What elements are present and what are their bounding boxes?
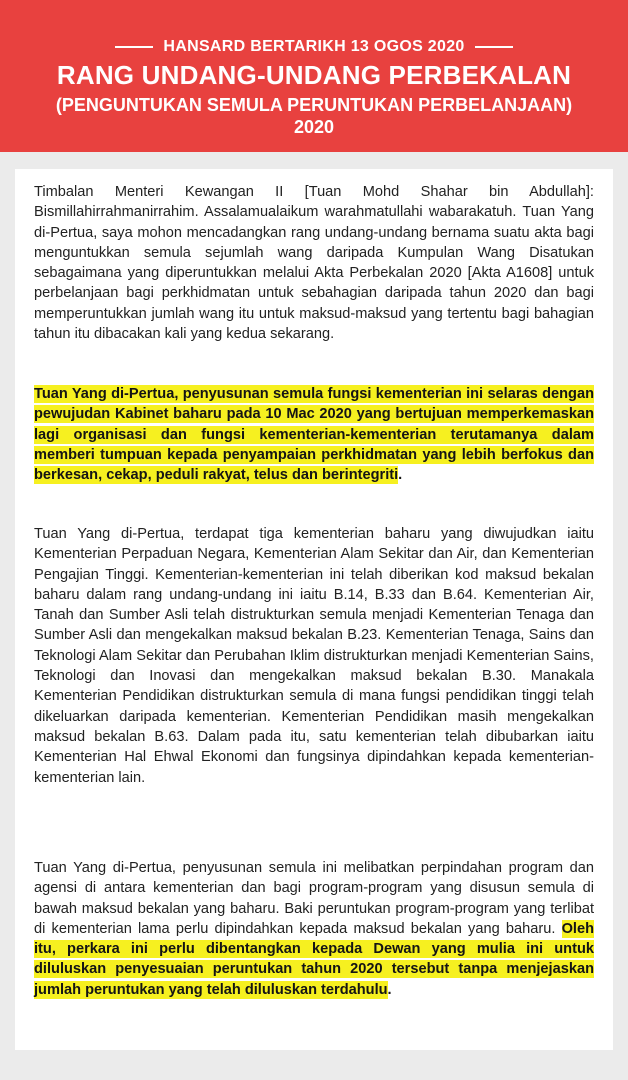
highlighted-text: Tuan Yang di-Pertua, penyusunan semula fungsi kementerian ini selaras dengan pewujudan Kabinet baharu pada 10 Mac 2020 yang bertujuan memperkemaskan lagi organisasi dan fungsi kementerian-kementerian terutamanya dalam memberi tumpuan kepada penyampaian perkhidmatan yang lebih berfokus dan berkesan, cekap, peduli rakyat, telus dan berintegriti — [34, 386, 594, 484]
title-line-2: (PENGUNTUKAN SEMULA PERUNTUKAN PERBELANJAAN) — [55, 95, 573, 115]
highlighted-text: Oleh itu, perkara ini perlu dibentangkan kepada Dewan yang mulia ini untuk diluluskan penyesuaian peruntukan tahun 2020 tersebut tanpa menjejaskan jumlah peruntukan yang telah diluluskan terdahulu — [34, 920, 594, 998]
paragraph-4 — [34, 858, 594, 1000]
paragraph-1: Timbalan Menteri Kewangan II [Tuan Mohd Shahar bin Abdullah]: Bismillahirrahmanirrahim. Assalamualaikum warahmatullahi wabarakatuh. Tuan Yang di-Pertua, saya mohon mencadangkan rang undang-undang bernama suatu akta bagi menguntukkan semula sejumlah wang daripada Kumpulan Wang Disatukan sebagaimana yang diperuntukkan melalui Akta Perbekalan 2020 [Akta A1608] untuk perbelanjaan bagi perkhidmatan untuk sebahagian daripada tahun 2020 dan bagi memperuntukkan jumlah wang itu untuk maksud-maksud yang tertentu bagi bahagian tahun itu dibacakan kali yang kedua sekarang. — [34, 184, 594, 343]
page-title-subline — [0, 94, 628, 138]
paragraph-2 — [34, 384, 594, 485]
header-banner — [0, 0, 628, 152]
page-title: RANG UNDANG-UNDANG PERBEKALAN — [56, 60, 572, 90]
right-rule — [475, 46, 513, 48]
paragraph-3: Tuan Yang di-Pertua, terdapat tiga kementerian baharu yang diwujudkan iaitu Kementerian Perpaduan Negara, Kementerian Alam Sekitar dan Air, dan Kementerian Pengajian Tinggi. Kementerian-kementerian ini telah diberikan kod maksud bekalan baharu dalam rang undang-undang ini iaitu B.14, B.33 dan B.64. Kementerian Air, Tanah dan Sumber Asli telah distrukturkan semula menjadi Kementerian Tenaga dan Sumber Asli dan mengekalkan maksud bekalan B.23. Kementerian Tenaga, Sains dan Teknologi Alam Sekitar dan Perubahan Iklim distrukturkan menjadi Kementerian Sains, Teknologi dan Inovasi dan mengekalkan maksud bekalan B.30. Manakala Kementerian Pendidikan distrukturkan semula di mana fungsi pendidikan tinggi telah dikeluarkan daripada kementerian. Kementerian Pendidikan masih mengekalkan maksud bekalan B.63. Dalam pada itu, satu kementerian telah dibubarkan iaitu Kementerian Hal Ehwal Ekonomi dan fungsinya dipindahkan kepada kementerian-kementerian lain. — [34, 526, 594, 786]
subtitle-row — [0, 38, 628, 56]
left-rule — [115, 46, 153, 48]
hansard-date-subtitle: HANSARD BERTARIKH 13 OGOS 2020 — [163, 38, 465, 55]
document-body — [15, 169, 613, 1050]
paragraph-2-tail: . — [398, 467, 403, 484]
paragraph-4-tail: . — [387, 981, 392, 998]
title-line-3: 2020 — [293, 117, 335, 137]
paragraph-4-plain: Tuan Yang di-Pertua, penyusunan semula ini melibatkan perpindahan program dan agensi di antara kementerian dan bagi program-program yang disusun semula di bawah maksud bekalan yang baharu. Baki peruntukan program-program yang terlibat di kementerian lama perlu dipindahkan kepada maksud bekalan yang baharu. — [34, 860, 594, 937]
